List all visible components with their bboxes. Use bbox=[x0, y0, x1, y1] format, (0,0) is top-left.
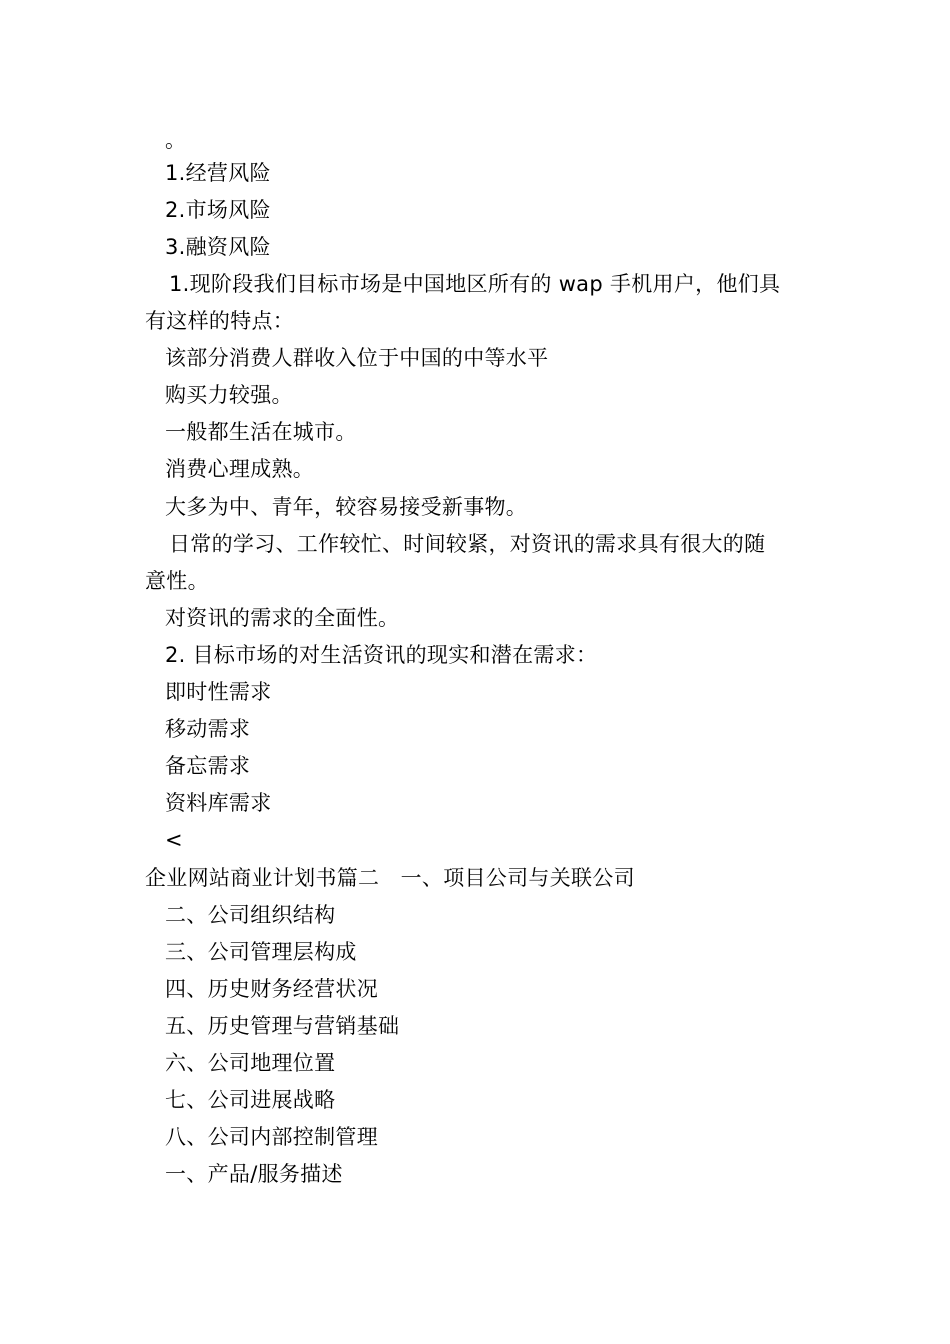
text-line: 消费心理成熟。 bbox=[165, 457, 315, 481]
text-line: 1.经营风险 bbox=[165, 161, 271, 185]
text-line: 企业网站商业计划书篇二 一、项目公司与关联公司 bbox=[145, 866, 635, 890]
text-line: 八、公司内部控制管理 bbox=[165, 1125, 378, 1149]
text-line: 六、公司地理位置 bbox=[165, 1051, 336, 1075]
text-line: 三、公司管理层构成 bbox=[165, 940, 357, 964]
text-line: 资料库需求 bbox=[165, 791, 272, 815]
text-line: 购买力较强。 bbox=[165, 383, 293, 407]
text-line: 意性。 bbox=[145, 569, 209, 593]
text-line: 2. 目标市场的对生活资讯的现实和潜在需求： bbox=[165, 643, 598, 667]
text-line: 3.融资风险 bbox=[165, 235, 271, 259]
text-line: 1.现阶段我们目标市场是中国地区所有的 wap 手机用户，他们具 bbox=[169, 272, 781, 296]
text-line: 移动需求 bbox=[165, 717, 251, 741]
text-line: 该部分消费人群收入位于中国的中等水平 bbox=[165, 346, 549, 370]
text-line: 备忘需求 bbox=[165, 754, 251, 778]
text-line: 。 bbox=[165, 128, 187, 152]
text-line: 即时性需求 bbox=[165, 680, 272, 704]
text-line: 二、公司组织结构 bbox=[165, 903, 336, 927]
text-line: 2.市场风险 bbox=[165, 198, 271, 222]
text-line: 有这样的特点： bbox=[145, 309, 295, 333]
text-line: 一、产品/服务描述 bbox=[165, 1162, 343, 1186]
text-line: 大多为中、青年，较容易接受新事物。 bbox=[165, 495, 528, 519]
text-line: 一般都生活在城市。 bbox=[165, 420, 357, 444]
text-line: 四、历史财务经营状况 bbox=[165, 977, 378, 1001]
text-line: 日常的学习、工作较忙、时间较紧，对资讯的需求具有很大的随 bbox=[169, 532, 766, 556]
text-line: 七、公司进展战略 bbox=[165, 1088, 336, 1112]
text-line: < bbox=[165, 828, 183, 852]
text-line: 五、历史管理与营销基础 bbox=[165, 1014, 400, 1038]
text-line: 对资讯的需求的全面性。 bbox=[165, 606, 400, 630]
